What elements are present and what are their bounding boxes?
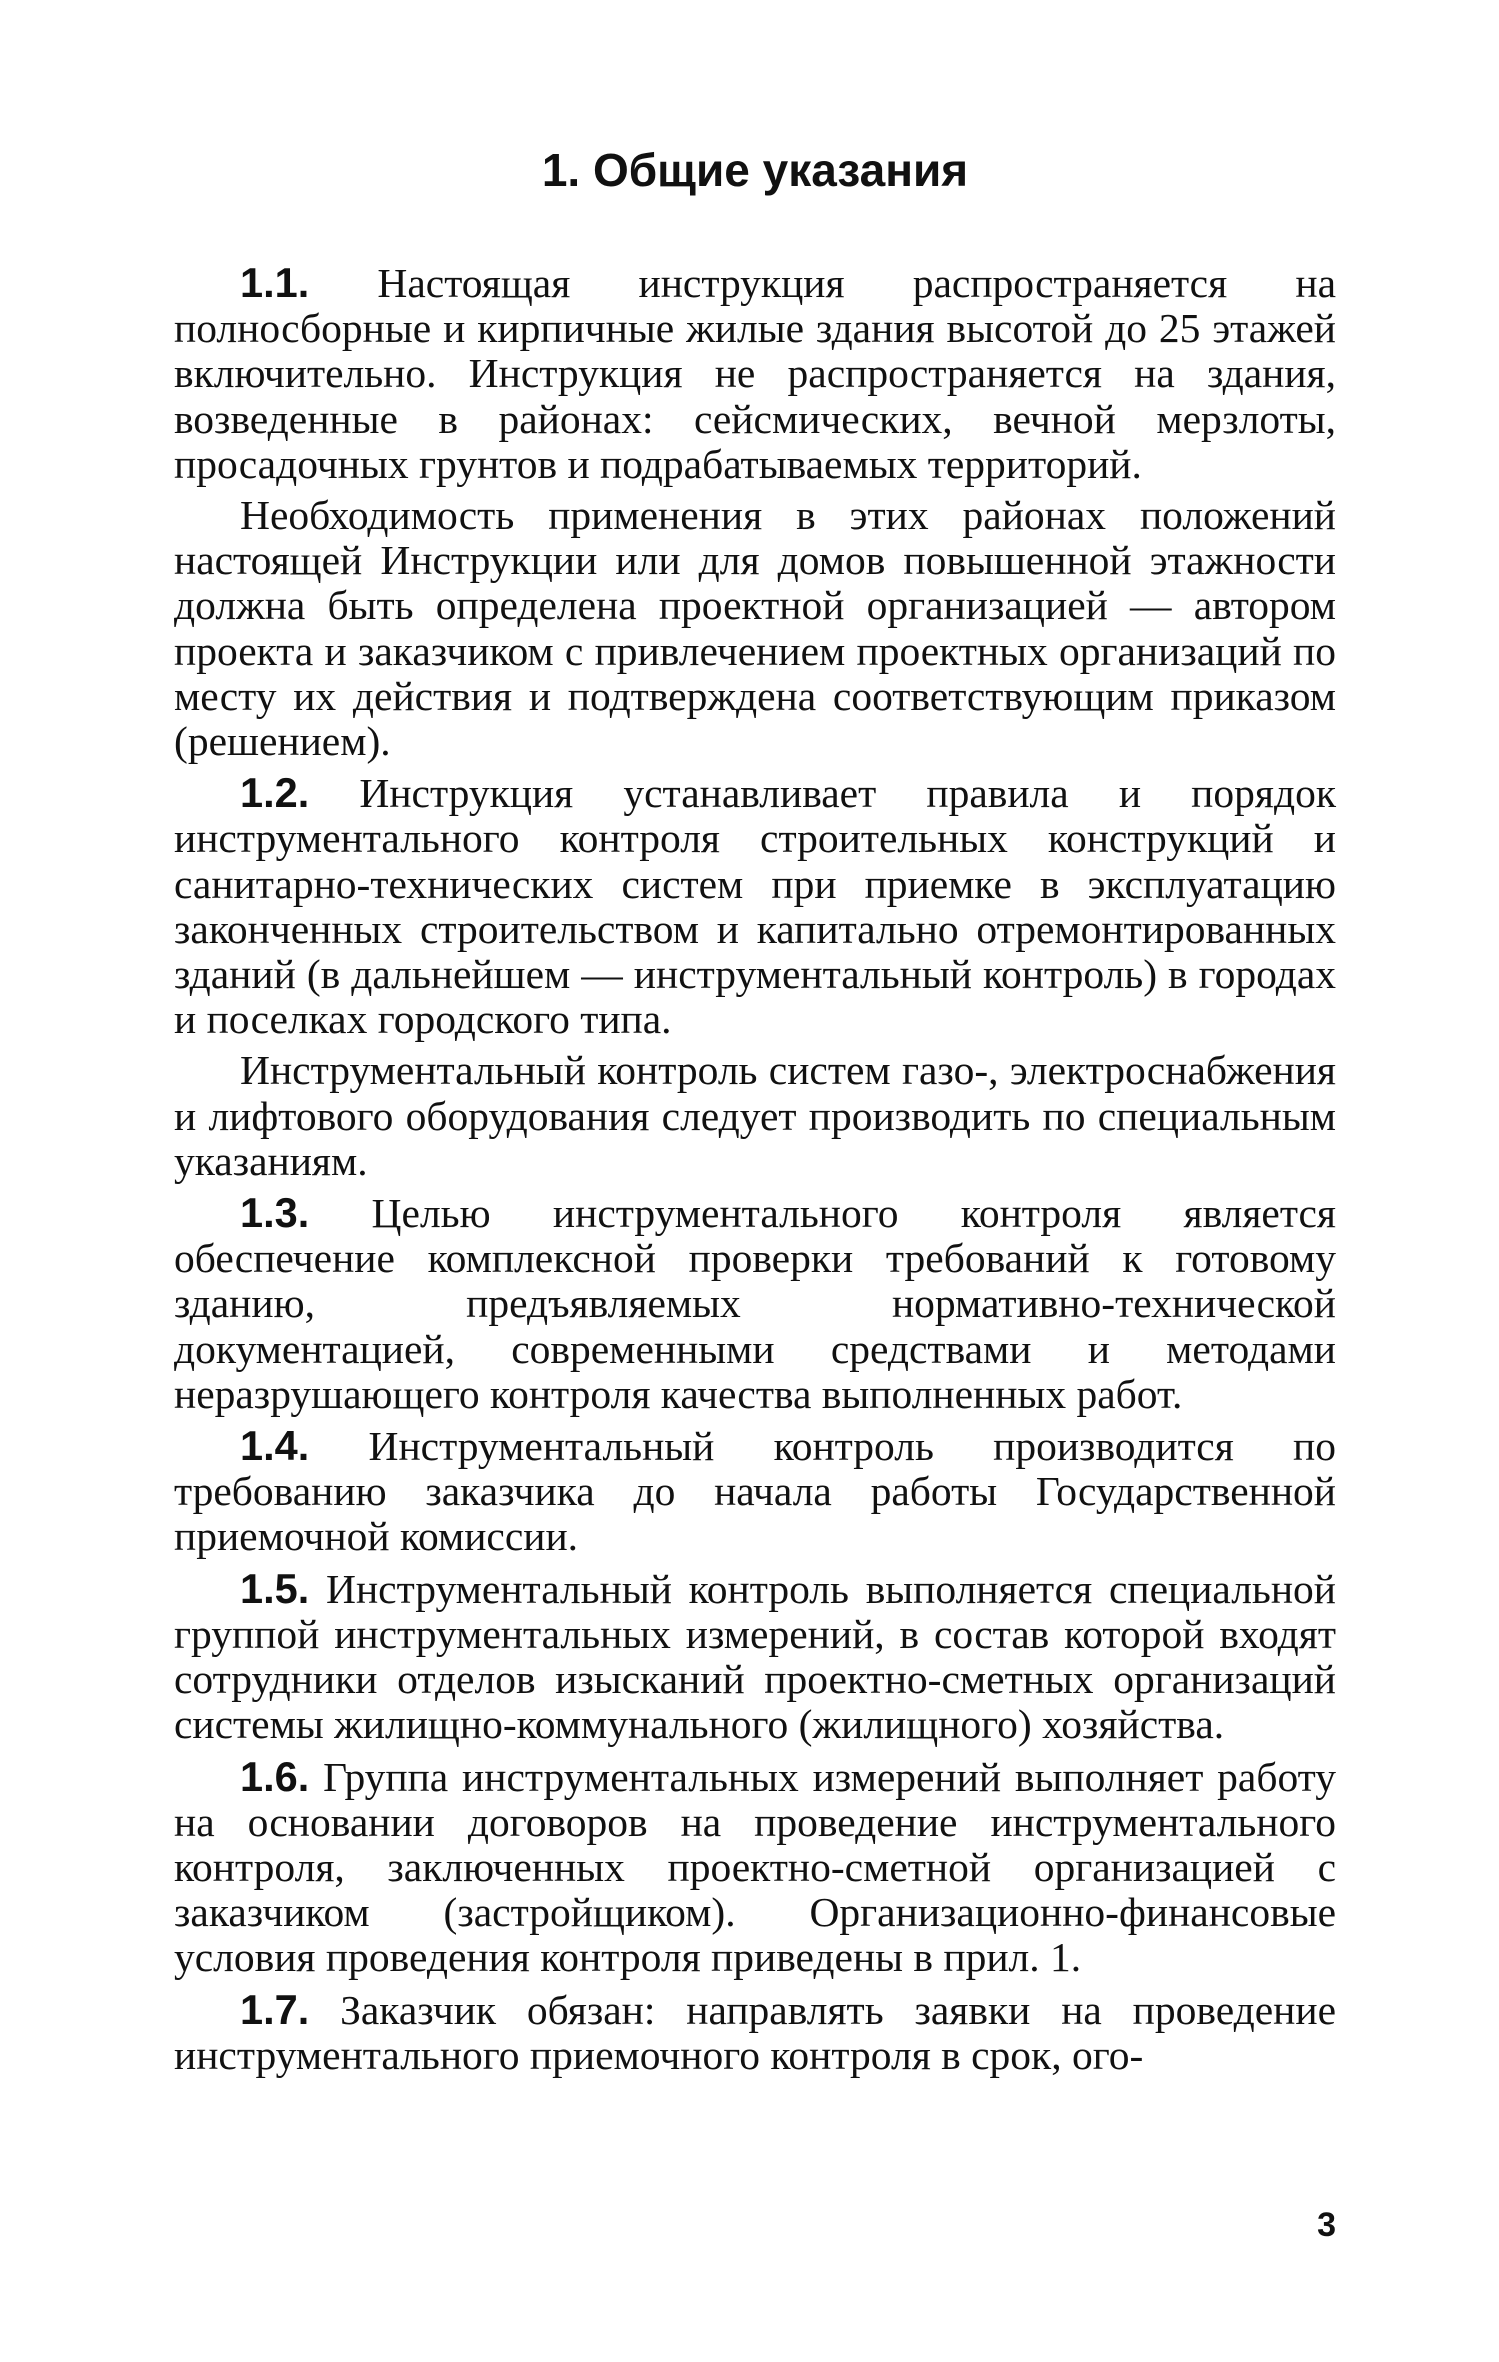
paragraph-1-2-continued xyxy=(174,1048,1336,1184)
paragraph-text: Инструментальный контроль выполняется специальной группой инструментальных измерений, в состав которой входят сотрудники отделов изысканий проектно-сметных организаций системы жилищно-коммунального (жилищного) хозяйства. xyxy=(174,1565,1336,1748)
body-text xyxy=(174,260,1336,2084)
paragraph-1-2 xyxy=(174,770,1336,1042)
paragraph-1-1 xyxy=(174,260,1336,487)
paragraph-number: 1.1. xyxy=(240,259,310,306)
paragraph-number: 1.7. xyxy=(240,1985,310,2033)
paragraph-1-3 xyxy=(174,1190,1336,1417)
paragraph-text: Инструментальный контроль систем газо-, электроснабжения и лифтового оборудования следует производить по специальным указаниям. xyxy=(174,1047,1336,1184)
paragraph-number: 1.4. xyxy=(240,1422,310,1470)
paragraph-number: 1.6. xyxy=(240,1752,310,1800)
paragraph-number: 1.3. xyxy=(240,1189,310,1237)
document-page xyxy=(174,0,1336,2362)
paragraph-1-4 xyxy=(174,1423,1336,1560)
paragraph-number: 1.5. xyxy=(240,1564,310,1612)
paragraph-1-6 xyxy=(174,1754,1336,1981)
paragraph-text: Настоящая инструкция распространяется на полносборные и кирпичные жилые здания высотой до 25 этажей включительно. Инструкция не распространяется на здания, возведенные в районах: сейсмических, вечной мерзлоты, просадочных грунтов и подрабатываемых территорий. xyxy=(174,260,1336,487)
paragraph-text: Инструкция устанавливает правила и порядок инструментального контроля строительных конструкций и санитарно-технических систем при приемке в эксплуатацию законченных строительством и капитально отремонтированных зданий (в дальнейшем — инструментальный контроль) в городах и поселках городского типа. xyxy=(174,770,1336,1043)
paragraph-text: Группа инструментальных измерений выполняет работу на основании договоров на проведение инструментального контроля, заключенных проектно-сметной организацией с заказчиком (застройщиком). Организационно-финансовые условия проведения контроля приведены в прил. 1. xyxy=(174,1753,1336,1981)
paragraph-1-7 xyxy=(174,1987,1336,2078)
paragraph-text: Инструментальный контроль производится по требованию заказчика до начала работы Государственной приемочной комиссии. xyxy=(174,1423,1336,1560)
paragraph-text: Заказчик обязан: направлять заявки на проведение инструментального приемочного контроля в срок, ого- xyxy=(174,1986,1336,2078)
section-title: 1. Общие указания xyxy=(541,144,969,196)
paragraph-text: Целью инструментального контроля является обеспечение комплексной проверки требований к готовому зданию, предъявляемых нормативно-технической документацией, современными средствами и методами неразрушающего контроля качества выполненных работ. xyxy=(174,1190,1336,1417)
paragraph-text: Необходимость применения в этих районах положений настоящей Инструкции или для домов повышенной этажности должна быть определена проектной организацией — автором проекта и заказчиком с привлечением проектных организаций по месту их действия и подтверждена соответствующим приказом (решением). xyxy=(174,492,1336,765)
paragraph-number: 1.2. xyxy=(240,769,310,817)
page-number: 3 xyxy=(1317,2206,1336,2244)
paragraph-1-1-continued xyxy=(174,493,1336,764)
paragraph-1-5 xyxy=(174,1566,1336,1748)
